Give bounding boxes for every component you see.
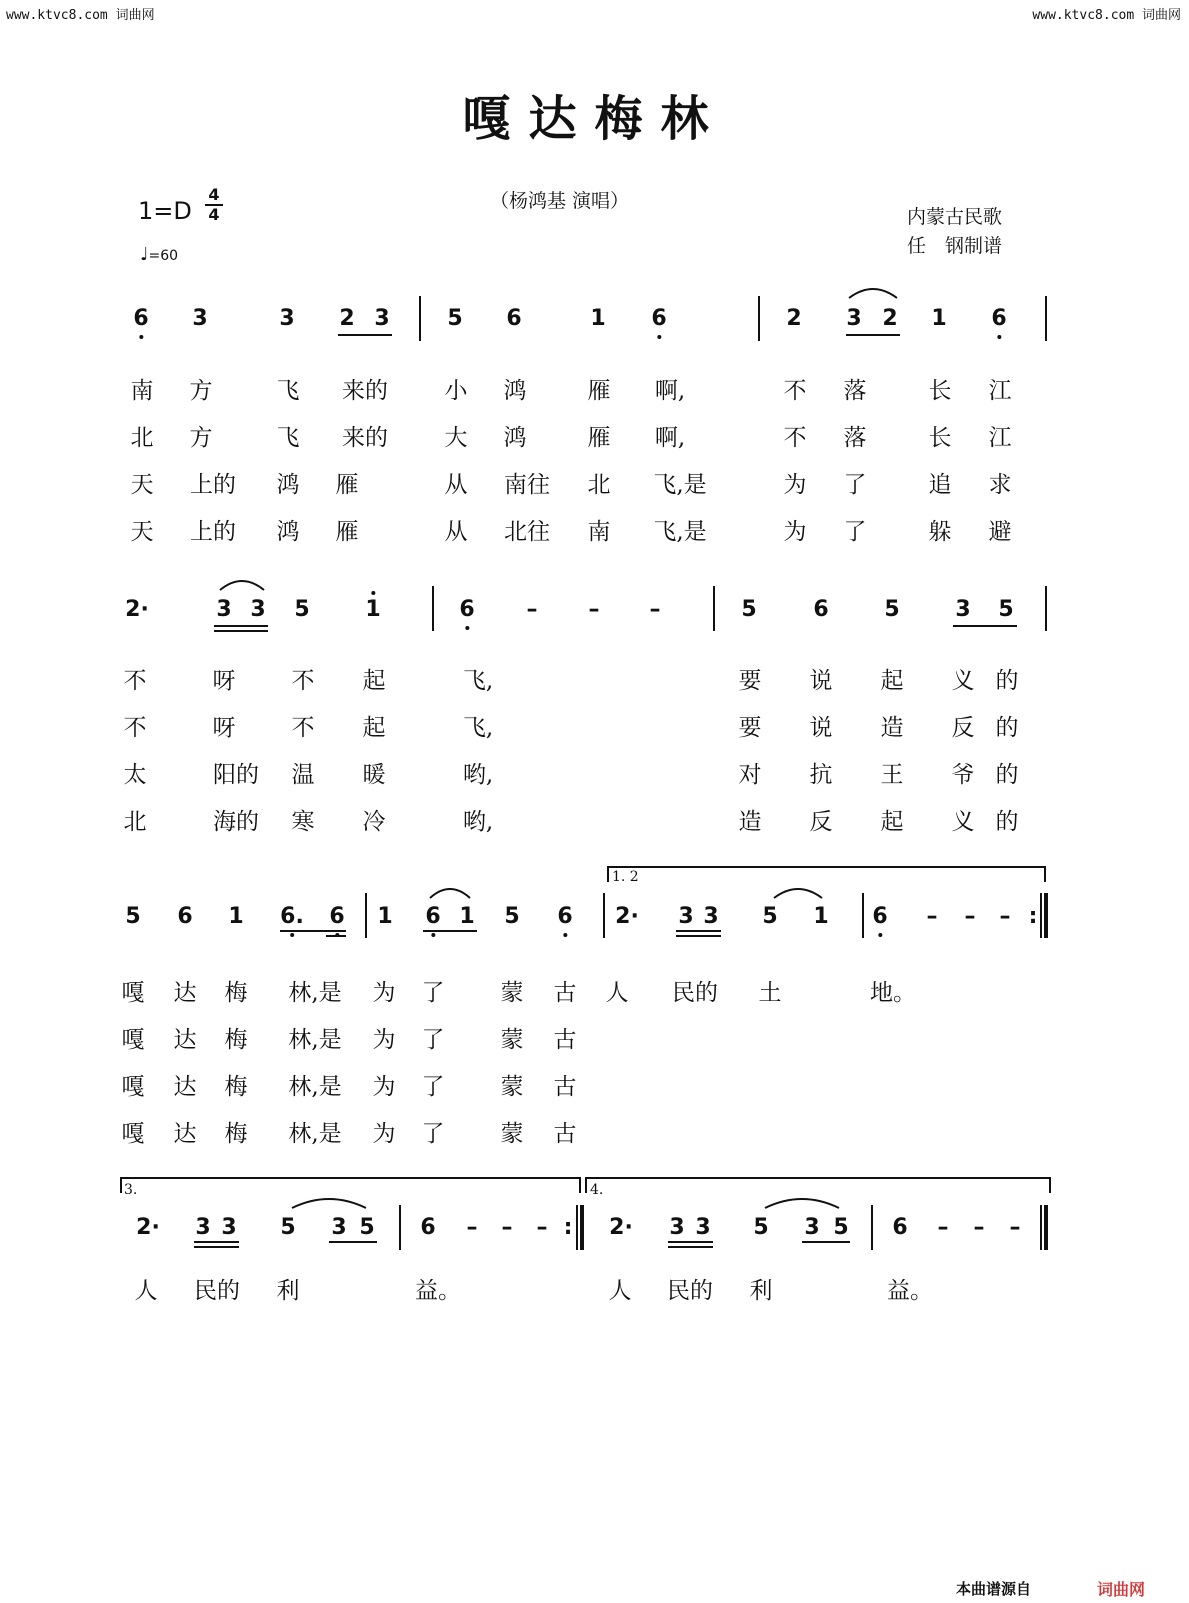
lyric: 啊, xyxy=(654,425,686,451)
lyric: 长 xyxy=(928,425,952,451)
lyric: 暖 xyxy=(362,762,386,788)
note: 5 xyxy=(504,904,520,929)
note: 3 xyxy=(669,1215,685,1240)
lyric: 避 xyxy=(988,519,1012,545)
beam-line xyxy=(280,930,346,932)
note: 6 xyxy=(557,904,573,929)
lyric: 雁 xyxy=(335,519,359,545)
lyric: 飞, xyxy=(462,668,494,694)
note: 5 xyxy=(884,597,900,622)
lyric: 北往 xyxy=(504,519,550,545)
lyric: 为 xyxy=(372,1121,396,1147)
beam-line xyxy=(329,1241,377,1243)
note: 3 xyxy=(804,1215,820,1240)
lyric: 了 xyxy=(843,472,867,498)
volta-label-4: 4. xyxy=(590,1182,604,1198)
lyric: 啊, xyxy=(654,378,686,404)
note: – xyxy=(926,904,938,929)
lyric: 江 xyxy=(988,425,1012,451)
beam-line xyxy=(676,935,721,937)
note: 2· xyxy=(615,904,639,929)
note: – xyxy=(999,904,1011,929)
note: 1 xyxy=(377,904,393,929)
note: – xyxy=(1009,1215,1021,1240)
note: 2 xyxy=(339,306,355,331)
lyric: 哟, xyxy=(462,809,494,835)
note: 2· xyxy=(125,597,149,622)
lyric: 的 xyxy=(995,715,1019,741)
lyric: 利 xyxy=(276,1278,300,1304)
beam-line xyxy=(846,334,900,336)
note: 1 xyxy=(459,904,475,929)
note: 6 xyxy=(459,597,475,622)
lyric: 的 xyxy=(995,762,1019,788)
lyric: 造 xyxy=(738,809,762,835)
note: 2 xyxy=(786,306,802,331)
lyric: 民的 xyxy=(667,1278,713,1304)
lyric: 林,是 xyxy=(288,1121,342,1147)
note: 5 xyxy=(741,597,757,622)
note: 3 xyxy=(221,1215,237,1240)
note: 3 xyxy=(279,306,295,331)
note: 3 xyxy=(216,597,232,622)
note: 5 xyxy=(762,904,778,929)
lyric: 南往 xyxy=(504,472,550,498)
key-signature: 1=D xyxy=(138,197,192,225)
slur-icon xyxy=(847,284,899,300)
bar-line xyxy=(1040,893,1042,938)
note: 2· xyxy=(136,1215,160,1240)
lyric: 反 xyxy=(951,715,975,741)
lyric: 不 xyxy=(291,668,315,694)
lyric: 起 xyxy=(362,668,386,694)
lyric: 阳的 xyxy=(213,762,259,788)
bar-line xyxy=(576,1205,578,1250)
brand-logo[interactable]: 词曲网 xyxy=(1097,1580,1146,1599)
source-credit: 本曲谱源自 xyxy=(956,1580,1032,1598)
lyric: 为 xyxy=(783,519,807,545)
volta-label-3: 3. xyxy=(124,1182,138,1198)
lyric: 起 xyxy=(880,668,904,694)
lyric: 嘎 xyxy=(121,980,145,1006)
lyric: 起 xyxy=(880,809,904,835)
note: 5 xyxy=(280,1215,296,1240)
lyric: 南 xyxy=(130,378,154,404)
slur-icon xyxy=(290,1194,368,1210)
quarter-note-icon: ♩ xyxy=(140,244,149,265)
note: 3 xyxy=(331,1215,347,1240)
lyric: 不 xyxy=(123,668,147,694)
lyric: 说 xyxy=(809,715,833,741)
note: 6 xyxy=(991,306,1007,331)
lyric: 不 xyxy=(123,715,147,741)
lyric: 雁 xyxy=(587,378,611,404)
lyric: 林,是 xyxy=(288,1027,342,1053)
note: 6 xyxy=(133,306,149,331)
lyric: 嘎 xyxy=(121,1027,145,1053)
slur-icon xyxy=(218,576,266,592)
time-bottom: 4 xyxy=(205,204,223,224)
slur-icon xyxy=(428,884,472,900)
lyric: 呀 xyxy=(212,715,236,741)
lyric: 太 xyxy=(123,762,147,788)
lyric: 人 xyxy=(608,1278,632,1304)
lyric: 鸿 xyxy=(503,425,527,451)
lyric: 蒙 xyxy=(500,980,524,1006)
note: 6 xyxy=(506,306,522,331)
lyric: 躲 xyxy=(928,519,952,545)
lyric: 方 xyxy=(189,425,213,451)
bar-line xyxy=(432,586,434,631)
lyric: 为 xyxy=(783,472,807,498)
lyric: 义 xyxy=(951,668,975,694)
lyric: 了 xyxy=(421,1074,445,1100)
lyric: 南 xyxy=(587,519,611,545)
beam-line xyxy=(668,1241,713,1243)
lyric: 为 xyxy=(372,1074,396,1100)
lyric: 梅 xyxy=(224,1074,248,1100)
lyric: 方 xyxy=(189,378,213,404)
note: 1 xyxy=(813,904,829,929)
lyric: 不 xyxy=(783,425,807,451)
lyric: 了 xyxy=(421,1121,445,1147)
note: 6 xyxy=(872,904,888,929)
lyric: 鸿 xyxy=(503,378,527,404)
bar-line xyxy=(758,296,760,341)
note: 6 xyxy=(177,904,193,929)
beam-line xyxy=(668,1246,713,1248)
note: – xyxy=(501,1215,513,1240)
lyric: 起 xyxy=(362,715,386,741)
lyric: 的 xyxy=(995,668,1019,694)
lyric: 嘎 xyxy=(121,1121,145,1147)
lyric: 义 xyxy=(951,809,975,835)
note: 3 xyxy=(374,306,390,331)
lyric: 飞, xyxy=(462,715,494,741)
lyric: 落 xyxy=(843,425,867,451)
lyric: 雁 xyxy=(587,425,611,451)
lyric: 人 xyxy=(605,980,629,1006)
note: 5 xyxy=(833,1215,849,1240)
note: 6 xyxy=(420,1215,436,1240)
note: 5 xyxy=(125,904,141,929)
note: – xyxy=(536,1215,548,1240)
lyric: 了 xyxy=(843,519,867,545)
lyric: 大 xyxy=(444,425,468,451)
lyric: 天 xyxy=(130,519,154,545)
lyric: 梅 xyxy=(224,980,248,1006)
lyric: 冷 xyxy=(362,809,386,835)
tempo-value: =60 xyxy=(148,248,179,264)
beam-line xyxy=(802,1241,850,1243)
lyric: 蒙 xyxy=(500,1027,524,1053)
note: – xyxy=(649,597,661,622)
note: 1 xyxy=(228,904,244,929)
lyric: 梅 xyxy=(224,1027,248,1053)
note: 3 xyxy=(846,306,862,331)
lyric: 飞,是 xyxy=(653,519,707,545)
beam-line xyxy=(194,1246,239,1248)
lyric: 北 xyxy=(587,472,611,498)
lyric: 了 xyxy=(421,980,445,1006)
note-high: 1 xyxy=(365,597,381,622)
arranger-credit: 任 钢制谱 xyxy=(907,235,1003,257)
note: 2· xyxy=(609,1215,633,1240)
note: 3 xyxy=(192,306,208,331)
bar-line xyxy=(603,893,605,938)
lyric: 说 xyxy=(809,668,833,694)
lyric: 长 xyxy=(928,378,952,404)
lyric: 林,是 xyxy=(288,980,342,1006)
bar-line xyxy=(713,586,715,631)
lyric: 了 xyxy=(421,1027,445,1053)
beam-line xyxy=(214,625,268,627)
lyric: 达 xyxy=(173,1027,197,1053)
lyric: 上的 xyxy=(190,472,236,498)
note: 6 xyxy=(813,597,829,622)
note: 5 xyxy=(998,597,1014,622)
note: 3 xyxy=(250,597,266,622)
lyric: 嘎 xyxy=(121,1074,145,1100)
singer-credit: （杨鸿基 演唱） xyxy=(490,190,630,212)
lyric: 达 xyxy=(173,1121,197,1147)
final-bar-line xyxy=(580,1205,584,1250)
lyric: 不 xyxy=(291,715,315,741)
note: 6. xyxy=(280,904,304,929)
note: 6 xyxy=(651,306,667,331)
lyric: 鸿 xyxy=(276,472,300,498)
bar-line xyxy=(419,296,421,341)
lyric: 的 xyxy=(995,809,1019,835)
lyric: 古 xyxy=(553,1074,577,1100)
note: 1 xyxy=(931,306,947,331)
lyric: 从 xyxy=(444,472,468,498)
note: – xyxy=(588,597,600,622)
note: 5 xyxy=(447,306,463,331)
lyric: 达 xyxy=(173,980,197,1006)
lyric: 王 xyxy=(880,762,904,788)
bar-line xyxy=(871,1205,873,1250)
note: 5 xyxy=(294,597,310,622)
lyric: 不 xyxy=(783,378,807,404)
note: 3 xyxy=(678,904,694,929)
lyric: 呀 xyxy=(212,668,236,694)
lyric: 利 xyxy=(749,1278,773,1304)
note: 5 xyxy=(359,1215,375,1240)
beam-line xyxy=(214,630,268,632)
note: 2 xyxy=(882,306,898,331)
lyric: 爷 xyxy=(951,762,975,788)
volta-bracket xyxy=(607,866,1046,882)
note: 5 xyxy=(753,1215,769,1240)
tempo-mark xyxy=(140,244,178,265)
note: – xyxy=(973,1215,985,1240)
bar-line xyxy=(1045,586,1047,631)
lyric: 来的 xyxy=(342,425,388,451)
lyric: 梅 xyxy=(224,1121,248,1147)
lyric: 小 xyxy=(444,378,468,404)
beam-line xyxy=(326,935,346,937)
lyric: 上的 xyxy=(190,519,236,545)
lyric: 要 xyxy=(738,715,762,741)
lyric: 海的 xyxy=(213,809,259,835)
lyric: 江 xyxy=(988,378,1012,404)
lyric: 林,是 xyxy=(288,1074,342,1100)
time-signature xyxy=(205,186,223,224)
lyric: 反 xyxy=(809,809,833,835)
lyric: 古 xyxy=(553,980,577,1006)
lyric: 温 xyxy=(291,762,315,788)
lyric: 土 xyxy=(758,980,782,1006)
note: – xyxy=(466,1215,478,1240)
lyric: 古 xyxy=(553,1121,577,1147)
lyric: 民的 xyxy=(672,980,718,1006)
watermark-right: www.ktvc8.com 词曲网 xyxy=(1032,8,1181,23)
slur-icon xyxy=(763,1194,841,1210)
lyric: 民的 xyxy=(194,1278,240,1304)
beam-line xyxy=(423,930,477,932)
note: 6 xyxy=(425,904,441,929)
bar-line xyxy=(399,1205,401,1250)
note: – xyxy=(964,904,976,929)
note: 3 xyxy=(195,1215,211,1240)
watermark-left: www.ktvc8.com 词曲网 xyxy=(6,8,155,23)
lyric: 要 xyxy=(738,668,762,694)
note: 1 xyxy=(590,306,606,331)
lyric: 为 xyxy=(372,980,396,1006)
lyric: 古 xyxy=(553,1027,577,1053)
beam-line xyxy=(194,1241,239,1243)
lyric: 求 xyxy=(988,472,1012,498)
lyric: 地。 xyxy=(870,980,916,1006)
lyric: 雁 xyxy=(335,472,359,498)
repeat-dots: : xyxy=(563,1215,573,1240)
note: – xyxy=(937,1215,949,1240)
bar-line xyxy=(1040,1205,1042,1250)
lyric: 寒 xyxy=(291,809,315,835)
bar-line xyxy=(862,893,864,938)
lyric: 抗 xyxy=(809,762,833,788)
lyric: 落 xyxy=(843,378,867,404)
note: 6 xyxy=(892,1215,908,1240)
volta-bracket-3 xyxy=(120,1177,581,1193)
bar-line xyxy=(1045,296,1047,341)
lyric: 蒙 xyxy=(500,1074,524,1100)
note: 6 xyxy=(329,904,345,929)
lyric: 人 xyxy=(134,1278,158,1304)
song-title: 嘎达梅林 xyxy=(462,91,727,147)
beam-line xyxy=(953,625,1017,627)
volta-bracket-4 xyxy=(585,1177,1051,1193)
volta-label: 1. 2 xyxy=(612,869,639,885)
lyric: 鸿 xyxy=(276,519,300,545)
lyric: 为 xyxy=(372,1027,396,1053)
lyric: 哟, xyxy=(462,762,494,788)
lyric: 对 xyxy=(738,762,762,788)
lyric: 益。 xyxy=(887,1278,933,1304)
bar-line xyxy=(365,893,367,938)
lyric: 造 xyxy=(880,715,904,741)
note: 3 xyxy=(695,1215,711,1240)
lyric: 从 xyxy=(444,519,468,545)
lyric: 北 xyxy=(130,425,154,451)
repeat-dots: : xyxy=(1028,904,1038,929)
time-top: 4 xyxy=(208,185,220,204)
beam-line xyxy=(676,930,721,932)
slur-icon xyxy=(772,884,824,900)
lyric: 达 xyxy=(173,1074,197,1100)
note: – xyxy=(526,597,538,622)
lyric: 追 xyxy=(928,472,952,498)
lyric: 来的 xyxy=(342,378,388,404)
lyric: 北 xyxy=(123,809,147,835)
song-origin: 内蒙古民歌 xyxy=(907,206,1003,228)
final-bar-line xyxy=(1044,893,1048,938)
note: 3 xyxy=(955,597,971,622)
lyric: 天 xyxy=(130,472,154,498)
final-bar-line xyxy=(1044,1205,1048,1250)
beam-line xyxy=(338,334,392,336)
lyric: 益。 xyxy=(415,1278,461,1304)
lyric: 飞 xyxy=(276,425,300,451)
lyric: 飞 xyxy=(276,378,300,404)
lyric: 蒙 xyxy=(500,1121,524,1147)
lyric: 飞,是 xyxy=(653,472,707,498)
note: 3 xyxy=(703,904,719,929)
